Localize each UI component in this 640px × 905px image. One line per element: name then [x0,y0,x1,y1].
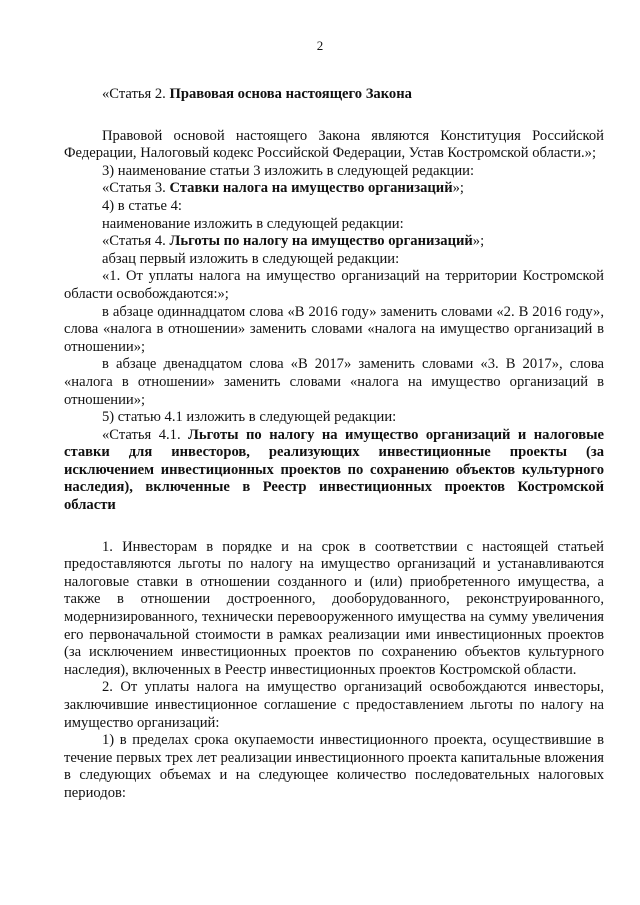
article-4-1-title: Льготы по налогу на имущество организаций и налоговые ставки для инвесторов, реализующих инвестиционные проекты (за исключением инвестиционных проектов по сохранению объектов культурного наследия), включенные в Реестр инвестиционных проектов Костромской области [64,426,604,514]
document-body [64,86,604,803]
article-3-heading [64,180,604,198]
article-4-1-prefix: «Статья 4.1. [102,426,189,443]
article-4-heading [64,233,604,251]
investor-exemption-paragraph: 2. От уплаты налога на имущество организаций освобождаются инвесторы, заключившие инвестиционное соглашение с предоставлением льготы по налогу на имущество организаций: [64,679,604,731]
item-5-paragraph: 5) статью 4.1 изложить в следующей редакции: [102,409,397,426]
item-4-paragraph: 4) в статье 4: [102,197,182,214]
article-4-title: Льготы по налогу на имущество организаций [169,233,473,250]
investor-benefits-paragraph: 1. Инвесторам в порядке и на срок в соответствии с настоящей статьей предоставляются льготы по налогу на имущество организаций и устанавливаются налоговые ставки в отношении созданного и (или) приобретенного имущества, а также в отношении достроенного, дооборудованного, реконструированного, модернизированного, технически перевооруженного имущества на сумму увеличения его первоначальной стоимости в рамках реализации ими инвестиционных проектов (за исключением инвестиционных проектов по сохранению объектов культурного наследия), включенных в Реестр инвестиционных проектов Костромской области. [64,538,604,678]
item-3-paragraph: 3) наименование статьи 3 изложить в следующей редакции: [102,162,475,179]
paragraph-11-change: в абзаце одиннадцатом слова «В 2016 году» заменить словами «2. В 2016 году», слова «налога в отношении» заменить словами «налога на имущество организаций в отношении»; [64,303,604,355]
payback-period-paragraph: 1) в пределах срока окупаемости инвестиционного проекта, осуществившие в течение первых трех лет реализации инвестиционного проекта капитальные вложения в следующих объемах и на следующее количество последовательных налоговых периодов: [64,732,604,801]
exemption-paragraph: «1. От уплаты налога на имущество организаций на территории Костромской области освобождаются:»; [64,268,604,302]
title-change-paragraph: наименование изложить в следующей редакции: [102,215,404,232]
first-paragraph-change: абзац первый изложить в следующей редакции: [102,250,400,267]
page-number: 2 [316,38,324,53]
article-2-title: Правовая основа настоящего Закона [169,86,412,102]
article-4-prefix: «Статья 4. [102,233,170,250]
paragraph-12-change: в абзаце двенадцатом слова «В 2017» заменить словами «3. В 2017», слова «налога в отношении» заменить словами «налога на имущество организаций в отношении»; [64,356,604,408]
article-3-suffix: »; [452,180,464,197]
article-2-heading [64,86,604,104]
article-2-prefix: «Статья 2. [102,86,170,102]
article-3-prefix: «Статья 3. [102,180,170,197]
article-4-1-heading [64,427,604,515]
article-3-title: Ставки налога на имущество организаций [169,180,453,197]
article-4-suffix: »; [472,233,485,250]
legal-basis-paragraph: Правовой основой настоящего Закона являются Конституция Российской Федерации, Налоговый кодекс Российской Федерации, Устав Костромской области.»; [64,127,604,162]
